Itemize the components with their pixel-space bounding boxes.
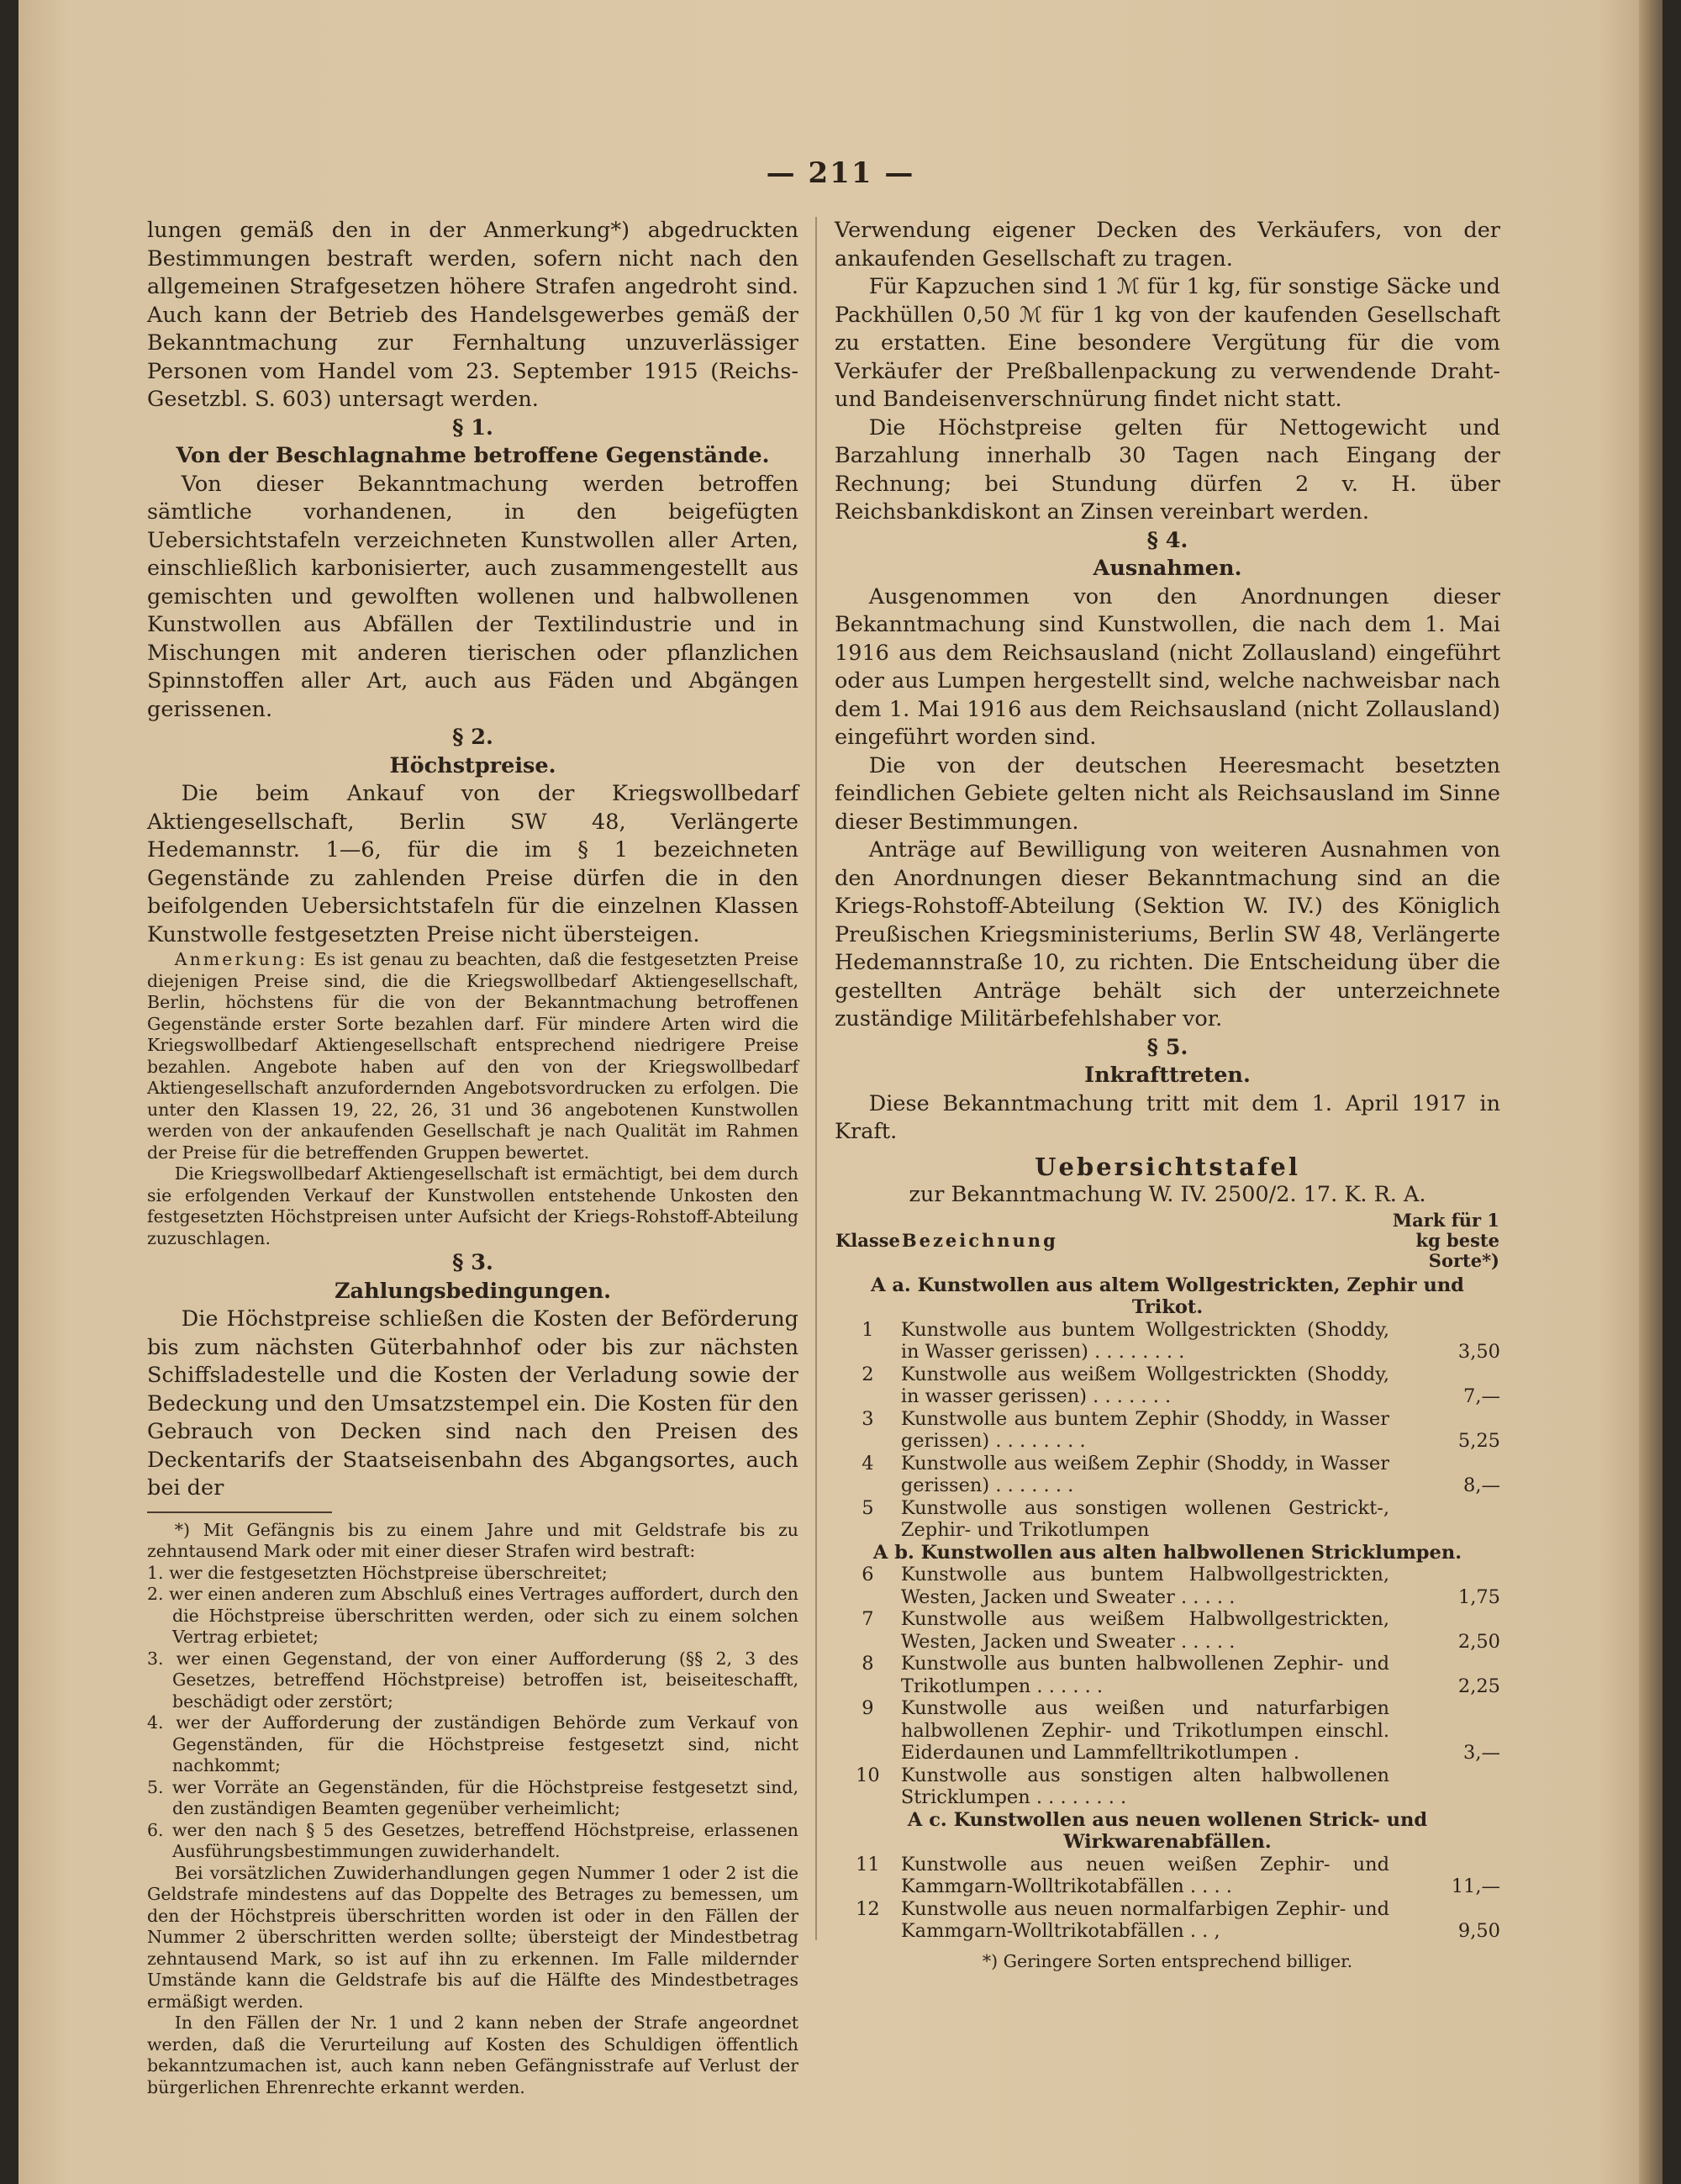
price-cell: 2,50 <box>1457 1630 1500 1653</box>
table-row <box>835 1898 1500 1943</box>
section-1-number: § 1. <box>452 414 493 440</box>
section-2-note-2: Die Kriegswollbedarf Aktiengesellschaft ist ermächtigt, bei dem durch sie erfolgenden Verkauf der Kunstwollen entstehende Unkosten den festgesetzten Höchstpreisen unter Aufsicht der Kriegs-Rohstoff-Abteilung zuzuschlagen. <box>147 1163 798 1248</box>
footnote-item: 2. wer einen anderen zum Abschluß eines Vertrages auffordert, durch den die Höchstpreise überschritten werden, oder sich zu einem solchen Vertrag erbietet; <box>147 1584 798 1647</box>
group-title: A a. Kunstwollen aus altem Wollgestrickten, Zephir und Trikot. <box>871 1274 1464 1318</box>
section-3-title: Zahlungsbedingungen. <box>334 1278 612 1304</box>
table-body <box>835 1274 1500 1943</box>
note-text: Es ist genau zu beachten, daß die festgesetzten Preise diejenigen Preise sind, die die Kriegswollbedarf Aktiengesellschaft, Berlin, höchstens für die von der Bekanntmachung betroffenen Gegenstände erster Sorte bezahlen darf. Für mindere Arten wird die Kriegswollbedarf Aktiengesellschaft entsprechend niedrigere Preise bezahlen. Angebote haben auf den von der Kriegswollbedarf Aktiengesellschaft anzufordernden Angebotsvordrucken zu erfolgen. Die unter den Klassen 19, 22, 26, 31 und 36 angebotenen Kunstwollen werden von der ankaufenden Gesellschaft je nach Qualität im Rahmen der Preise für die betreffenden Gruppen bewertet. <box>147 949 798 1163</box>
tafel-title: Uebersichtstafel <box>1035 1152 1300 1181</box>
bezeichnung-cell: Kunstwolle aus weißem Halbwollgestrickten, Westen, Jacken und Sweater . . . . . <box>900 1608 1389 1653</box>
footnote <box>147 1520 798 2099</box>
group-title: A b. Kunstwollen aus alten halbwollenen Stricklumpen. <box>872 1541 1462 1564</box>
footnote-item: 6. wer den nach § 5 des Gesetzes, betreffend Höchstpreise, erlassenen Ausführungsbestimmungen zuwiderhandelt. <box>147 1819 798 1861</box>
footnote-paragraph: Bei vorsätzlichen Zuwiderhandlungen gegen Nummer 1 oder 2 ist die Geldstrafe mindestens auf das Doppelte des Betrages zu bemessen, um den der Höchstpreis überschritten worden ist oder in den Fällen der Nummer 2 überschritten werden sollte; übersteigt der Mindestbetrag zehntausend Mark, so ist auf ihn zu erkennen. Im Falle mildernder Umstände kann die Geldstrafe bis auf die Hälfte des Mindestbetrages ermäßigt werden. <box>147 1862 798 2012</box>
left-column <box>147 217 798 2098</box>
table-row <box>835 1765 1500 1809</box>
section-4-text-2: Die von der deutschen Heeresmacht besetzten feindlichen Gebiete gelten nicht als Reichsausland im Sinne dieser Bestimmungen. <box>835 752 1500 835</box>
table-row <box>835 1653 1500 1697</box>
table-row <box>835 1608 1500 1653</box>
section-2-text: Die beim Ankauf von der Kriegswollbedarf Aktiengesellschaft, Berlin SW 48, Verlängerte Hedemannstr. 1—6, für die im § 1 bezeichneten Gegenstände zu zahlenden Preise dürfen die in den beifolgenden Uebersichtstafeln für die einzelnen Klassen Kunstwolle festgesetzten Preise nicht übersteigen. <box>147 781 798 947</box>
section-4-text-3: Anträge auf Bewilligung von weiteren Ausnahmen von den Anordnungen dieser Bekanntmachung sind an die Kriegs-Rohstoff-Abteilung (Sektion W. IV.) des Königlich Preußischen Kriegsministeriums, Berlin SW 48, Verlängerte Hedemannstraße 10, zu richten. Die Entscheidung über die gestellten Anträge behält sich der unterzeichnete zuständige Militärbefehlshaber vor. <box>835 837 1500 1031</box>
klasse-cell: 3 <box>862 1407 874 1430</box>
table-group-row <box>835 1542 1500 1564</box>
payment-paragraph: Die Höchstpreise gelten für Nettogewicht und Barzahlung innerhalb 30 Tagen nach Eingang der Rechnung; bei Stundung dürfen 2 v. H. über Reichsbankdiskont an Zinsen vereinbart werden. <box>835 414 1500 525</box>
bezeichnung-cell: Kunstwolle aus neuen normalfarbigen Zephir- und Kammgarn-Wolltrikotabfällen . . , <box>900 1897 1389 1942</box>
price-cell: 3,— <box>1463 1742 1500 1764</box>
table-header-row <box>835 1210 1500 1274</box>
section-1-title: Von der Beschlagnahme betroffene Gegenstände. <box>176 443 770 468</box>
group-title: A c. Kunstwollen aus neuen wollenen Strick- und Wirkwarenabfällen. <box>907 1808 1428 1853</box>
price-cell: 9,50 <box>1457 1920 1500 1942</box>
section-3-text: Die Höchstpreise schließen die Kosten der Beförderung bis zum nächsten Güterbahnhof oder bis zur nächsten Schiffsladestelle und die Kosten der Verladung sowie der Bedeckung und den Umsatzstempel ein. Die Kosten für den Gebrauch von Decken sind nach den Preisen des Deckentarifs der Staatseisenbahn des Abgangsortes, auch bei der <box>147 1306 798 1501</box>
page-number: — 211 — <box>766 156 915 190</box>
klasse-cell: 8 <box>862 1653 874 1675</box>
bezeichnung-cell: Kunstwolle aus weißen und naturfarbigen halbwollenen Zephir- und Trikotlumpen einschl. Eiderdaunen und Lammfelltrikotlumpen . <box>900 1697 1389 1764</box>
klasse-cell: 6 <box>862 1564 874 1585</box>
klasse-cell: 4 <box>862 1452 874 1474</box>
section-4-number: § 4. <box>1146 527 1188 553</box>
table-row <box>835 1319 1500 1364</box>
note-label: Anmerkung: <box>174 949 308 969</box>
footnote-item: 3. wer einen Gegenstand, der von einer Aufforderung (§§ 2, 3 des Gesetzes, betreffend Höchstpreise) betroffen ist, beiseiteschafft, beschädigt oder zerstört; <box>147 1648 798 1712</box>
table-row <box>835 1697 1500 1765</box>
table-row <box>835 1453 1500 1497</box>
section-3-number: § 3. <box>452 1250 493 1275</box>
section-4-text: Ausgenommen von den Anordnungen dieser Bekanntmachung sind Kunstwollen, die nach dem 1. Mai 1916 aus dem Reichsausland (nicht Zollausland) eingeführt oder aus Lumpen hergestellt sind, welche nachweisbar nach dem 1. Mai 1916 aus dem Reichsausland (nicht Zollausland) eingeführt worden sind. <box>835 583 1500 750</box>
bezeichnung-cell: Kunstwolle aus sonstigen wollenen Gestrickt-, Zephir- und Trikotlumpen <box>900 1496 1389 1541</box>
footnote-item: 5. wer Vorräte an Gegenständen, für die Höchstpreise festgesetzt sind, den zuständigen Beamten gegenüber verheimlicht; <box>147 1776 798 1818</box>
section-4-title: Ausnahmen. <box>1093 556 1242 581</box>
footnote-item: 1. wer die festgesetzten Höchstpreise überschreitet; <box>147 1562 608 1583</box>
price-table <box>835 1210 1500 1943</box>
klasse-cell: 1 <box>862 1318 874 1341</box>
price-cell <box>1389 1497 1500 1542</box>
table-row <box>835 1564 1500 1608</box>
price-cell: 2,25 <box>1457 1675 1500 1697</box>
packaging-paragraph: Für Kapzuchen sind 1 ℳ für 1 kg, für sonstige Säcke und Packhüllen 0,50 ℳ für 1 kg von der kaufenden Gesellschaft zu erstatten. Eine besondere Vergütung für die vom Verkäufer der Preßballenpackung zu verwendende Draht- und Bandeisenverschnürung findet nicht statt. <box>835 274 1500 412</box>
price-cell: 1,75 <box>1457 1585 1500 1608</box>
klasse-cell: 11 <box>856 1853 880 1875</box>
bezeichnung-cell: Kunstwolle aus weißem Zephir (Shoddy, in Wasser gerissen) . . . . . . . <box>900 1452 1389 1496</box>
continuation-paragraph: Verwendung eigener Decken des Verkäufers, von der ankaufenden Gesellschaft zu tragen. <box>835 218 1500 272</box>
section-2-note <box>147 949 798 1163</box>
right-column <box>835 217 1500 1972</box>
table-row <box>835 1497 1500 1542</box>
footnote-separator <box>147 1511 332 1513</box>
table-group-row <box>835 1809 1500 1854</box>
klasse-cell: 12 <box>856 1897 880 1920</box>
price-cell: 11,— <box>1451 1875 1500 1897</box>
bezeichnung-cell: Kunstwolle aus buntem Wollgestrickten (Shoddy, in Wasser gerissen) . . . . . . . . <box>900 1318 1389 1363</box>
tafel-footnote: *) Geringere Sorten entsprechend billiger. <box>982 1950 1353 1971</box>
price-cell <box>1389 1765 1500 1809</box>
table-row <box>835 1364 1500 1408</box>
bezeichnung-cell: Kunstwolle aus bunten halbwollenen Zephir- und Trikotlumpen . . . . . . <box>900 1653 1389 1697</box>
table-row <box>835 1408 1500 1453</box>
bezeichnung-cell: Kunstwolle aus neuen weißen Zephir- und Kammgarn-Wolltrikotabfällen . . . . <box>900 1853 1389 1897</box>
footnote-paragraph: In den Fällen der Nr. 1 und 2 kann neben der Strafe angeordnet werden, daß die Verurteilung auf Kosten des Schuldigen öffentlich bekanntzumachen ist, auch kann neben Gefängnisstrafe auf Verlust der bürgerlichen Ehrenrechte erkannt werden. <box>147 2013 798 2097</box>
section-5-title: Inkrafttreten. <box>1084 1063 1251 1088</box>
tafel-subtitle: zur Bekanntmachung W. IV. 2500/2. 17. K. R. A. <box>909 1182 1426 1207</box>
page-edge <box>1639 0 1663 2184</box>
table-row <box>835 1854 1500 1898</box>
section-2-number: § 2. <box>452 725 493 750</box>
section-5-text: Diese Bekanntmachung tritt mit dem 1. April 1917 in Kraft. <box>835 1090 1500 1144</box>
klasse-cell: 7 <box>862 1608 874 1630</box>
header-klasse: Klasse <box>835 1229 900 1251</box>
price-cell: 8,— <box>1463 1474 1500 1496</box>
klasse-cell: 5 <box>862 1496 874 1519</box>
footnote-intro: *) Mit Gefängnis bis zu einem Jahre und mit Geldstrafe bis zu zehntausend Mark oder mit einer dieser Strafen wird bestraft: <box>147 1519 798 1561</box>
bezeichnung-cell: Kunstwolle aus buntem Halbwollgestrickten, Westen, Jacken und Sweater . . . . . <box>900 1564 1389 1608</box>
intro-paragraph: lungen gemäß den in der Anmerkung*) abgedruckten Bestimmungen bestraft werden, sofern nicht nach den allgemeinen Strafgesetzen höhere Strafen angedroht sind. Auch kann der Betrieb des Handelsgewerbes gemäß der Bekanntmachung zur Fernhaltung unzuverlässiger Personen vom Handel vom 23. September 1915 (Reichs-Gesetzbl. S. 603) untersagt werden. <box>147 218 798 412</box>
header-bezeichnung: Bezeichnung <box>901 1229 1058 1251</box>
bezeichnung-cell: Kunstwolle aus sonstigen alten halbwollenen Stricklumpen . . . . . . . . <box>900 1764 1389 1808</box>
bezeichnung-cell: Kunstwolle aus weißem Wollgestrickten (Shoddy, in wasser gerissen) . . . . . . . <box>900 1363 1389 1407</box>
price-cell: 3,50 <box>1457 1341 1500 1363</box>
column-divider <box>815 217 817 1940</box>
klasse-cell: 9 <box>862 1697 874 1719</box>
price-cell: 5,25 <box>1457 1430 1500 1452</box>
klasse-cell: 10 <box>856 1764 880 1786</box>
price-cell: 7,— <box>1463 1385 1500 1407</box>
table-group-row <box>835 1274 1500 1319</box>
section-5-number: § 5. <box>1146 1034 1188 1060</box>
section-1-text: Von dieser Bekanntmachung werden betroffen sämtliche vorhandenen, in den beigefügten Uebersichtstafeln verzeichneten Kunstwollen aller Arten, einschließlich karbonisierter, auch zusammengestellt aus gemischten und gewolften wollenen und halbwollenen Kunstwollen aus Abfällen der Textilindustrie und in Mischungen mit anderen tierischen oder pflanzlichen Spinnstoffen aller Art, auch aus Fäden und Abgängen gerissenen. <box>147 471 798 722</box>
bezeichnung-cell: Kunstwolle aus buntem Zephir (Shoddy, in Wasser gerissen) . . . . . . . . <box>900 1407 1389 1452</box>
footnote-item: 4. wer der Aufforderung der zuständigen Behörde zum Verkauf von Gegenständen, für die Höchstpreise festgesetzt sind, nicht nachkommt; <box>147 1712 798 1775</box>
klasse-cell: 2 <box>862 1363 874 1385</box>
header-mark: Mark für 1 kg beste Sorte*) <box>1392 1209 1499 1271</box>
section-2-title: Höchstpreise. <box>389 752 556 778</box>
